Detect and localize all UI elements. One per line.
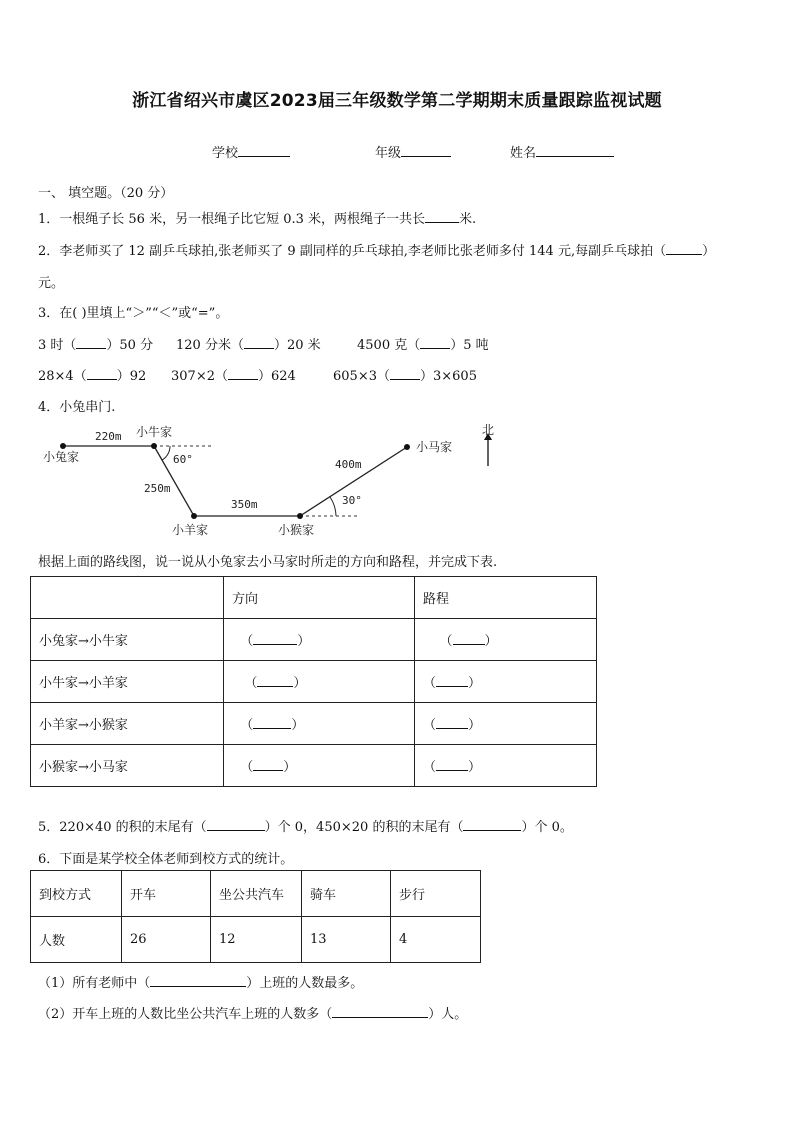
distance-blank[interactable] — [436, 716, 468, 729]
grade-field — [375, 142, 451, 161]
q5-blank-1[interactable] — [207, 818, 265, 831]
question-2 — [38, 240, 715, 259]
q3-blank-3[interactable] — [420, 336, 450, 349]
school-label: 学校 — [212, 146, 239, 161]
table-header-direction: 方向 — [224, 577, 415, 619]
q4-instruction: 根据上面的路线图，说一说从小兔家去小马家时所走的方向和路程，并完成下表. — [38, 555, 498, 570]
rabbit-home-point — [60, 443, 66, 449]
table-header-cell — [31, 577, 224, 619]
table-row — [31, 745, 597, 787]
q6-blank-1[interactable] — [150, 974, 246, 987]
table-cell: 4 — [391, 917, 481, 963]
distance-350: 350m — [231, 498, 258, 511]
q1-blank[interactable] — [425, 210, 459, 223]
q3-item-1: 3 时（ ）50 分 — [38, 338, 154, 353]
cow-home-label: 小牛家 — [136, 425, 173, 439]
table-row — [31, 871, 481, 917]
q2-blank[interactable] — [666, 242, 702, 255]
angle-30-label: 30° — [342, 494, 362, 507]
question-5: 5．220×40 的积的末尾有（ ）个 0，450×20 的积的末尾有（ ）个 0。 — [38, 820, 573, 835]
direction-blank[interactable] — [253, 632, 297, 645]
section1-heading: 一、 填空题。（20 分） — [38, 186, 174, 201]
direction-cell: （ ） — [224, 745, 415, 787]
route-cell: 小兔家→小牛家 — [31, 619, 224, 661]
distance-cell: （ ） — [415, 661, 597, 703]
q5-blank-2[interactable] — [463, 818, 521, 831]
table-cell: 骑车 — [302, 871, 391, 917]
monkey-home-point — [297, 513, 303, 519]
distance-cell: （ ） — [415, 619, 597, 661]
q1-end: 米. — [459, 212, 477, 227]
school-blank[interactable] — [238, 143, 290, 157]
angle-arc-30 — [330, 497, 336, 516]
q2-unit: 元。 — [38, 276, 65, 291]
grade-label: 年级 — [375, 146, 402, 161]
angle-60-label: 60° — [173, 453, 193, 466]
q3-blank-4[interactable] — [87, 367, 117, 380]
q3-item-4: 28×4（ ）92 — [38, 369, 147, 384]
question-1 — [38, 208, 476, 227]
monkey-home-label: 小猴家 — [278, 523, 315, 537]
sheep-home-label: 小羊家 — [172, 523, 209, 537]
table-cell: 到校方式 — [31, 871, 122, 917]
table-cell: 26 — [122, 917, 211, 963]
q3-item-3: 4500 克（ ）5 吨 — [357, 338, 489, 353]
q6-sub-2: （2）开车上班的人数比坐公共汽车上班的人数多（ ）人。 — [38, 1007, 468, 1022]
direction-blank[interactable] — [253, 758, 283, 771]
table-row — [31, 917, 481, 963]
table-row — [31, 703, 597, 745]
distance-blank[interactable] — [436, 758, 468, 771]
direction-blank[interactable] — [253, 716, 291, 729]
direction-blank[interactable] — [257, 674, 293, 687]
name-label: 姓名 — [510, 146, 537, 161]
q2-text: 2．李老师买了 12 副乒乓球拍,张老师买了 9 副同样的乒乓球拍,李老师比张老师多付 144 元,每副乒乓球拍（ — [38, 244, 667, 259]
q1-text: 1．一根绳子长 56 米，另一根绳子比它短 0.3 米，两根绳子一共长 — [38, 212, 426, 227]
q6-blank-2[interactable] — [332, 1005, 428, 1018]
distance-blank[interactable] — [453, 632, 485, 645]
route-cell: 小羊家→小猴家 — [31, 703, 224, 745]
school-field — [212, 142, 290, 161]
angle-arc-60 — [162, 446, 170, 460]
q3-blank-2[interactable] — [244, 336, 274, 349]
route-cell: 小牛家→小羊家 — [31, 661, 224, 703]
horse-home-point — [404, 444, 410, 450]
distance-blank[interactable] — [436, 674, 468, 687]
question-4-stem: 4．小兔串门. — [38, 400, 116, 415]
q3-blank-1[interactable] — [76, 336, 106, 349]
table-header-distance: 路程 — [415, 577, 597, 619]
q3-item-2: 120 分米（ ）20 米 — [176, 338, 321, 353]
table-row — [31, 661, 597, 703]
cow-home-point — [151, 443, 157, 449]
distance-400: 400m — [335, 458, 362, 471]
name-blank[interactable] — [536, 143, 614, 157]
sheep-home-point — [191, 513, 197, 519]
distance-250: 250m — [144, 482, 171, 495]
name-field — [510, 142, 614, 161]
table-header-row — [31, 577, 597, 619]
distance-220: 220m — [95, 430, 122, 443]
route-cell: 小猴家→小马家 — [31, 745, 224, 787]
direction-cell: （ ） — [224, 661, 415, 703]
q2-end: ） — [702, 244, 716, 259]
table-cell: 坐公共汽车 — [211, 871, 302, 917]
route-map — [38, 420, 508, 544]
page-title: 浙江省绍兴市虞区2023届三年级数学第二学期期末质量跟踪监视试题 — [132, 91, 662, 111]
q3-blank-5[interactable] — [228, 367, 258, 380]
north-label: 北 — [482, 423, 495, 437]
rabbit-home-label: 小兔家 — [43, 450, 80, 464]
table-cell: 人数 — [31, 917, 122, 963]
direction-cell: （ ） — [224, 703, 415, 745]
q3-item-6: 605×3（ ）3×605 — [333, 369, 477, 384]
distance-cell: （ ） — [415, 703, 597, 745]
q6-sub-1: （1）所有老师中（ ）上班的人数最多。 — [38, 976, 364, 991]
question-6-stem: 6．下面是某学校全体老师到校方式的统计。 — [38, 852, 294, 867]
table-cell: 开车 — [122, 871, 211, 917]
route-table — [30, 576, 597, 787]
table-cell: 12 — [211, 917, 302, 963]
commute-table — [30, 870, 481, 963]
direction-cell: （ ） — [224, 619, 415, 661]
q3-item-5: 307×2（ ）624 — [171, 369, 296, 384]
grade-blank[interactable] — [401, 143, 451, 157]
q3-blank-6[interactable] — [390, 367, 420, 380]
table-cell: 步行 — [391, 871, 481, 917]
distance-cell: （ ） — [415, 745, 597, 787]
table-cell: 13 — [302, 917, 391, 963]
table-row — [31, 619, 597, 661]
question-3-stem: 3．在( )里填上“＞”“＜”或“=”。 — [38, 306, 229, 321]
horse-home-label: 小马家 — [416, 440, 453, 454]
